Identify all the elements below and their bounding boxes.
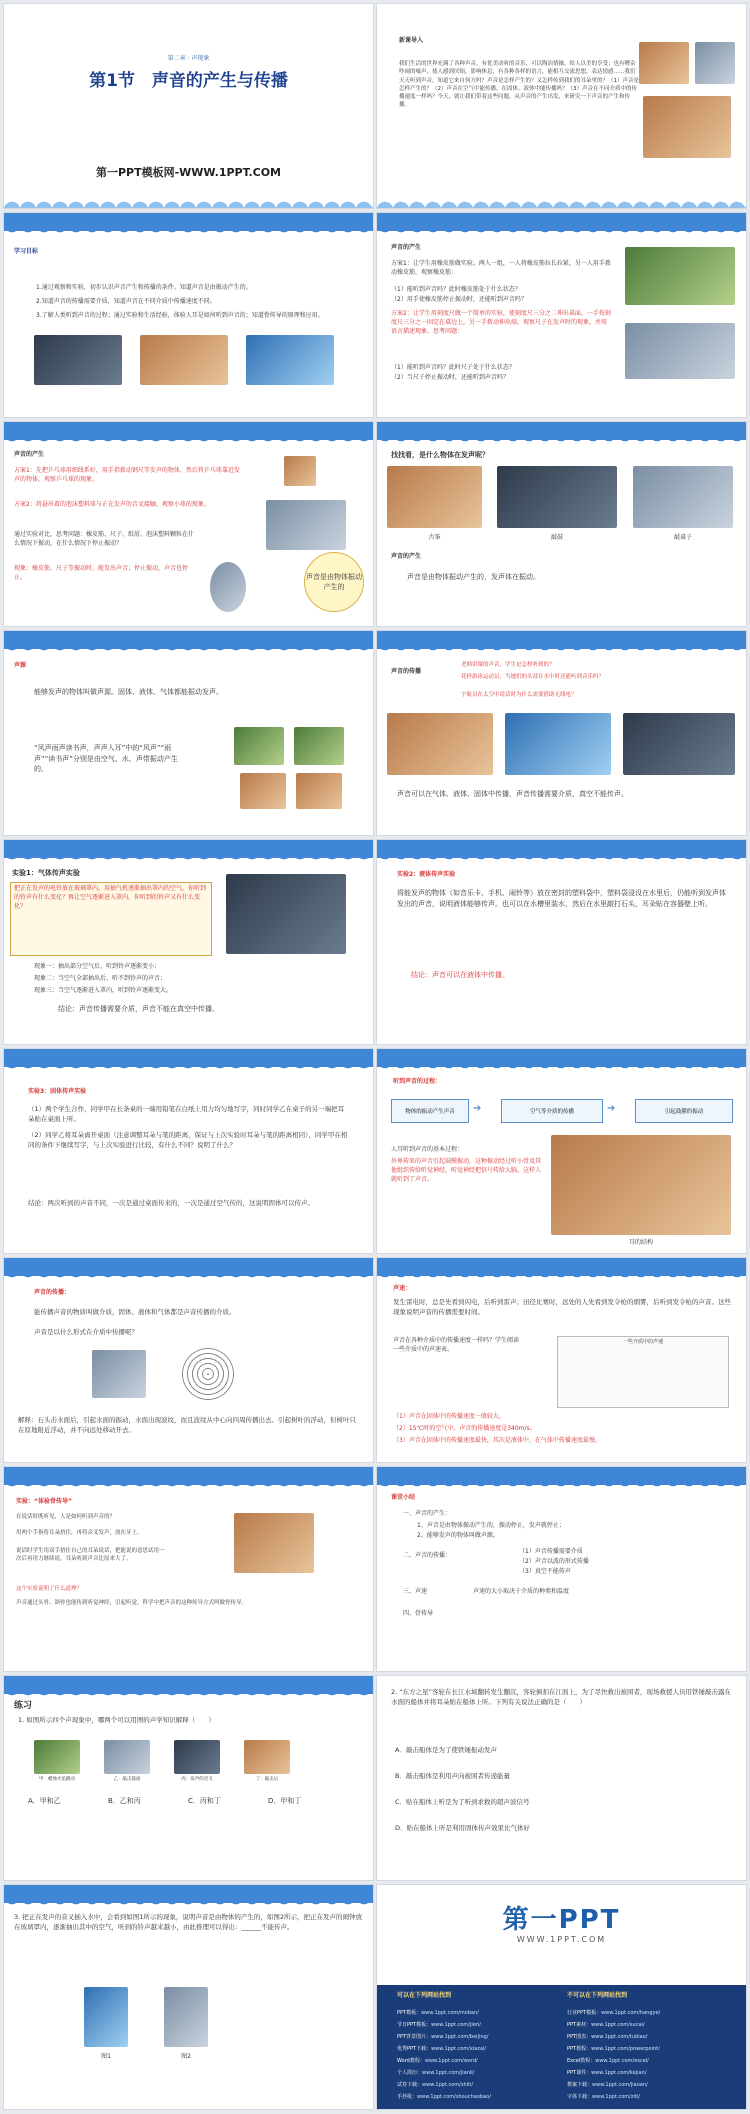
link-label: 行业PPT模板：: [567, 2010, 602, 2016]
summary-item-3: 三、声速: [403, 1588, 428, 1595]
image-label-c: 丙：发声的音叉: [181, 1777, 213, 1782]
tuning-fork-image: [266, 500, 346, 550]
links-caption-left: 可以在下列网站找到: [397, 1992, 452, 1999]
bell-jar-image: [164, 1987, 208, 2047]
header-band: [4, 840, 373, 858]
speed-table-title: 一些介质中的声速: [622, 1339, 663, 1345]
gas-result-1: 现象一：抽出部分空气后，听到铃声逐渐变小；: [34, 963, 161, 970]
plan-1: 方案1：让学生用橡皮筋做实验。两人一组，一人将橡皮筋拉长拉紧，另一人用手拨动橡皮筋，观察橡皮筋：: [391, 260, 611, 276]
plan-2-q3: （1）能听到声音吗？此时尺子处于什么状态？: [391, 364, 515, 371]
bone-question: 在说话时既听见，人是如何听到声音的？: [16, 1514, 116, 1520]
link-row: [567, 2019, 737, 2031]
bee-image: [296, 773, 342, 809]
astronaut-image: [623, 713, 735, 775]
plan-1-q2: （2）用手使橡皮筋停止振动时，还能听到声音吗？: [391, 296, 527, 303]
knock-table-image: [633, 466, 733, 528]
mouse-cartoon: [210, 562, 246, 612]
exercise-2-option-d[interactable]: D．贴在船体上听是利用固体传声效果比气体好: [395, 1824, 531, 1832]
bone-step-2: 说话时学生用双手捂住自己的耳朵说话，把能说的意思试用一次后再用力继续说，耳朵听到声音比原来大了。: [16, 1548, 165, 1563]
solid-conclusion: 结论：两次听到的声音不同，一次是通过桌面传来的，一次是通过空气传的，这说明固体可以传声。: [28, 1199, 314, 1207]
experiment-plan-2: 方案2：将悬吊着的泡沫塑料球与正在发声的音叉接触，观察小球的现象。: [14, 501, 210, 508]
link-url[interactable]: www.1ppt.com/jieri/: [431, 2022, 481, 2028]
label-table: 敲桌子: [673, 534, 692, 541]
link-row: [397, 2019, 557, 2031]
links-right: [567, 2007, 737, 2103]
image-label-a: 甲：蜡烛火焰跳动: [39, 1777, 75, 1782]
brand-logo: 第一PPT: [502, 1905, 621, 1935]
links-left: [397, 2007, 557, 2103]
propagation-q1: 老师讲课的声音，学生是怎样听到的？: [461, 662, 555, 668]
drum-image: [639, 42, 689, 84]
summary-item-2a: （1）声音传播需要介质: [519, 1548, 583, 1555]
header-band: [4, 1676, 373, 1694]
header-band: [4, 213, 373, 231]
conclusion-bubble: 声音是由物体振动产生的: [304, 552, 364, 612]
propagation-heading: 声音的传播: [391, 668, 422, 675]
slide-sound-source: [3, 630, 374, 836]
medium-explain: 解释：石头击水面后，引起水面的振动，水面出现波纹，而且波纹从中心向四周传播出去。引起树叶的浮动，但树叶只在原地附近浮动，并不向远处移动开去。: [18, 1416, 356, 1434]
tuning-fork-image: [174, 1740, 220, 1774]
exercise-2-question: 2. “东方之星”客轮在长江水域翻转发生翻沉，客轮倒扣在江面上，为了尽快救出被困者，现场救援人员用铁锤敲击露在水面的船体并将耳朵贴在船体上听。下列有关说法正确的是（ ）: [391, 1688, 732, 1706]
experiment-heading: 声音的产生: [14, 451, 45, 458]
label-guzheng: 古筝: [428, 534, 441, 541]
experiment-plan-1: 方案1：先把乒乓球用细线系好，用手指拨动钢尺等发声的物体，然后将乒乓球靠近发声的物体，观察乒乓球的现象。: [14, 467, 240, 483]
header-band: [4, 631, 373, 649]
plan-2-q4: （2）当尺子停止振动时，还能听到声音吗？: [391, 374, 509, 381]
slide-bone-conduction: [3, 1466, 374, 1672]
experiment-conclusion: 现象：橡皮筋、尺子等振动时，能发出声音；停止振动，声音也停止。: [14, 565, 189, 581]
link-panel: [377, 1985, 746, 2110]
sound-source-heading: 声源: [14, 662, 27, 669]
link-label: 个人简历：: [397, 2070, 423, 2076]
link-url[interactable]: www.1ppt.com/ziti/: [592, 2094, 640, 2100]
link-url[interactable]: www.1ppt.com/tubiao/: [591, 2034, 648, 2040]
option-d[interactable]: D．甲和丁: [268, 1797, 302, 1805]
link-url[interactable]: www.1ppt.com/sucai/: [591, 2022, 645, 2028]
label-drum: 敲鼓: [550, 534, 563, 541]
cloud-border: [4, 196, 373, 208]
singer-image: [643, 96, 731, 158]
speed-note-3: （3）声音在固体中的传播速度最快，其次是液体中，在气体中传播速度最慢。: [393, 1437, 601, 1444]
propagation-conclusion: 声音可以在气体、液体、固体中传播，声音传播需要介质，真空不能传声。: [397, 790, 628, 798]
flow-step-1: 物体的振动产生声音: [391, 1099, 469, 1123]
guzheng-image: [387, 466, 482, 528]
link-url[interactable]: www.1ppt.com/powerpoint/: [591, 2046, 660, 2052]
link-row: [397, 2079, 557, 2091]
site-label: 第一PPT模板网-WWW.1PPT.COM: [95, 166, 282, 179]
link-url[interactable]: www.1ppt.com/kejian/: [591, 2070, 647, 2076]
medium-question: 声音是以什么形式在介质中传播呢？: [34, 1328, 138, 1336]
link-row: [567, 2007, 737, 2019]
header-band: [377, 840, 746, 858]
link-label: 节日PPT模板：: [397, 2022, 432, 2028]
header-band: [4, 1258, 373, 1276]
header-band: [377, 631, 746, 649]
link-url[interactable]: www.1ppt.com/shouchaobao/: [417, 2094, 491, 2100]
slide-hearing-process: [376, 1048, 747, 1254]
speed-note-1: （1）声音在固体中的传播速度一般较大。: [393, 1413, 505, 1420]
intro-body: 我们生活的世界充满了各种声音。有优美动听的音乐，可以陶冶情操，给人以美的享受；也有嘈杂吵闹的噪声，使人感到厌烦，影响休息；有各种各样的语言，能相互交流思想，表达情感……我们天天听到声音，知道它来自何方吗？声音是怎样产生的？又怎样传到我们的耳朵里的？（1）声音是怎样产生的？（2）声音在空气中能传播，在固体、液体中能传播吗？（3）声音在不同介质中的传播速度一样吗？今天，就让我们带着这些问题，从声音的产生出发，来研究一下声音的产生和传播。: [399, 61, 640, 109]
bone-step-1: 用两个手指将耳朵捂住，再将音叉发声，放在牙上。: [16, 1530, 143, 1536]
header-band: [377, 422, 746, 440]
image-label-b: 乙：敲击鼓面: [113, 1777, 141, 1782]
header-band: [377, 1258, 746, 1276]
tuning-fork-image: [92, 1350, 146, 1398]
header-band: [377, 1467, 746, 1485]
medium-def: 能传播声音的物质叫做介质，固体、液体和气体都是声音传播的介质。: [34, 1308, 236, 1316]
mosquito-image: [240, 773, 286, 809]
slide-ad: [376, 1884, 747, 2110]
liquid-body: 将能发声的物体（如音乐卡、手机、闹铃等）放在密封的塑料袋中，塑料袋浸没在水里后，仍能听到发声体发出的声音，说明液体能够传声。也可以在水槽里装水，然后在水里敲打石头，耳朵贴在容器壁上听。: [397, 889, 726, 908]
teacher-image: [387, 713, 493, 775]
speed-table: [557, 1336, 729, 1408]
link-row: [567, 2043, 737, 2055]
link-url[interactable]: www.1ppt.com/beijing/: [431, 2034, 489, 2040]
link-row: [567, 2067, 737, 2079]
gas-heading: 实验1：气体传声实验: [12, 869, 80, 877]
link-row: [397, 2007, 557, 2019]
slide-medium: [3, 1257, 374, 1463]
link-row: [567, 2031, 737, 2043]
link-label: 优秀PPT下载：: [397, 2046, 432, 2052]
link-label: 手抄报：: [397, 2094, 418, 2100]
link-label: PPT教程：: [567, 2046, 592, 2052]
header-band: [4, 1467, 373, 1485]
production-heading: 声音的产生: [391, 244, 422, 251]
link-row: [397, 2067, 557, 2079]
gas-result-3: 现象三：当空气逐渐进入罩内，听到铃声逐渐变大。: [34, 987, 173, 994]
summary-item-4: 四、骨传导: [403, 1610, 434, 1617]
exercise-2-option-c[interactable]: C．贴在船体上听是为了听到求救的超声波信号: [395, 1798, 530, 1806]
source-heading: 声音的产生: [391, 553, 422, 560]
gas-intro: 把正在发声的电铃放在玻璃罩内，用抽气机逐渐抽出罩内的空气，你听到的铃声有什么变化？再让空气逐渐进入罩内，你听到的铃声又有什么变化？: [14, 885, 207, 910]
summary-item-3a: 声速的大小取决于介质的种类和温度: [473, 1588, 570, 1595]
summary-item-1a: 1、声音是由物体振动产生的，振动停止，发声就停止；: [417, 1522, 565, 1529]
slide-solid-experiment: [3, 1048, 374, 1254]
link-row: [397, 2091, 557, 2103]
rubber-band-image: [625, 247, 735, 305]
brand-area: [377, 1885, 746, 1985]
bone-explain: 声音通过头骨、颌骨也能传到听觉神经，引起听觉。科学中把声音的这种传导方式叫做骨传导。: [16, 1600, 248, 1606]
link-url[interactable]: www.1ppt.com/moban/: [421, 2010, 479, 2016]
link-row: [567, 2055, 737, 2067]
brand-url: WWW.1PPT.COM: [516, 1935, 607, 1944]
speed-question: 声音在各种介质中的传播速度一样吗？学生阅读一些介质中的声速表。: [393, 1337, 520, 1353]
slide-intro: [376, 3, 747, 209]
motorcycle-image: [246, 335, 334, 385]
option-a[interactable]: A．甲和乙: [28, 1797, 61, 1805]
exercise-2-option-b[interactable]: B．敲击船体是利用声向被困者传递能量: [395, 1772, 510, 1780]
link-label: PPT背景图片：: [397, 2034, 432, 2040]
speed-heading: 声速：: [393, 1285, 412, 1292]
summary-item-1b: 2、能够发声的物体叫做声源。: [417, 1532, 499, 1539]
fork-in-water-image: [84, 1987, 128, 2047]
summary-item-1: 一、声音的产生：: [403, 1510, 452, 1517]
exercise-question: 1. 如图所示四个声现象中，哪两个可以用图的声学知识解释（ ）: [18, 1716, 215, 1724]
link-row: [567, 2079, 737, 2091]
propagation-q3: 宇航员在太空中说话时为什么需要借助无线电？: [461, 692, 577, 698]
header-band: [377, 213, 746, 231]
header-band: [377, 1049, 746, 1067]
speed-note-2: （2）15℃时的空气中，声音的传播速度是340m/s。: [393, 1425, 536, 1432]
link-label: 教案下载：: [567, 2082, 593, 2088]
objective-1: 1.通过观察和实验，初步认识声音产生和传播的条件。知道声音是由振动产生的。: [36, 284, 252, 291]
medium-heading: 声音的传播：: [34, 1289, 71, 1296]
hearing-heading: 听到声音的过程：: [393, 1078, 442, 1085]
slide-find-source: [376, 421, 747, 627]
music-image: [695, 42, 735, 84]
ear-label: 耳的结构: [628, 1239, 653, 1246]
exercise-heading: 练习: [14, 1701, 33, 1711]
link-row: [397, 2043, 557, 2055]
cloud-border: [377, 196, 746, 208]
slide-propagation: [376, 630, 747, 836]
bone-heading: 实验：“体验骨传导”: [16, 1498, 72, 1505]
propagation-q2: 花样游泳运动员，当她们的头部在水中时还能听到音乐吗？: [461, 674, 605, 680]
link-url[interactable]: www.1ppt.com/shiti/: [422, 2082, 474, 2088]
drum-playing-image: [497, 466, 617, 528]
flow-arrow-icon: ➔: [607, 1103, 616, 1114]
link-label: PPT图表：: [567, 2034, 592, 2040]
link-label: PPT模板：: [397, 2010, 422, 2016]
slide-exercise-2: [376, 1675, 747, 1881]
solid-step-1: （1）两个学生合作，同学甲在长条桌的一端用铅笔在白纸上用力均匀地写字，同时同学乙在桌子的另一端把耳朵贴在桌面上听。: [28, 1105, 345, 1123]
slide-experiment: [3, 421, 374, 627]
liquid-conclusion: 结论：声音可以在液体中传播。: [411, 971, 509, 979]
link-row: [397, 2055, 557, 2067]
objectives-heading: 学习目标: [14, 248, 39, 255]
image-label-d: 丁：敲击后: [255, 1777, 279, 1782]
flow-step-2: 空气等介质的传播: [501, 1099, 603, 1123]
slide-exercise-3: [3, 1884, 374, 2110]
hearing-detail: 外界传来的声音引起鼓膜振动，这种振动经过听小骨及其他组织传给听觉神经，听觉神经把信号传给大脑，这样人就听到了声音。: [391, 1158, 542, 1183]
summary-item-2: 二、声音的传播：: [403, 1552, 452, 1559]
header-band: [4, 422, 373, 440]
hand-image: [244, 1740, 290, 1774]
link-label: PPT素材：: [567, 2022, 592, 2028]
objective-3: 3.了解人类听到声音的过程；通过实验和生活经验，体验人耳是如何听到声音的；知道骨传导的原理和应用。: [36, 312, 324, 319]
intro-heading: 新课导入: [399, 37, 424, 44]
figure-1-label: 图1: [101, 2053, 111, 2060]
option-c[interactable]: C．丙和丁: [188, 1797, 221, 1805]
link-row: [397, 2031, 557, 2043]
slide-objectives: [3, 212, 374, 418]
figure-2-label: 图2: [181, 2053, 191, 2060]
solid-heading: 实验3：固体传声实验: [28, 1088, 87, 1095]
source-conclusion: 声音是由物体振动产生的，发声体在振动。: [407, 573, 540, 581]
experiment-question: 通过实验对比，思考问题：橡皮筋、尺子、纸屑、泡沫塑料颗粒在什么情况下振动，在什么情况下停止振动？: [14, 531, 195, 547]
slide-gas-experiment: [3, 839, 374, 1045]
solid-step-2: （2）同学乙将耳朵离开桌面（注意调整耳朵与笔的距离，保证与上次实验时耳朵与笔的距离相同），同学甲在相同的条件下继续写字，与上次实验进行比较，有什么不同？说明了什么？: [28, 1131, 348, 1149]
slide-sound-production: [376, 212, 747, 418]
frog-image: [234, 727, 284, 765]
header-band: [4, 1049, 373, 1067]
exercise-3-question: 3. 把正在发声的音叉插入水中，会看到如图1所示的现象，说明声音是由物体的产生的，如图2所示，把正在发声的闹钟放在玻璃罩内，逐渐抽出其中的空气，听到的铃声越来越小，由此推理可以得出：______不能传声。: [14, 1913, 363, 1931]
link-url[interactable]: www.1ppt.com/xiazai/: [431, 2046, 487, 2052]
link-label: 字体下载：: [567, 2094, 593, 2100]
link-url[interactable]: www.1ppt.com/word/: [424, 2058, 478, 2064]
bone-tip: 这个实验说明了什么道理？: [16, 1586, 83, 1592]
link-label: PPT课件：: [567, 2070, 592, 2076]
sparks-image: [140, 335, 228, 385]
sound-source-example: “风声雨声读书声，声声入耳”中的“风声”“雨声”“读书声”分别是由空气、水、声带振动产生的。: [34, 744, 178, 773]
summary-item-2b: （2）声音以波的形式传播: [519, 1558, 589, 1565]
bone-conduction-image: [234, 1513, 314, 1573]
speed-intro: 发生雷电时，总是先看到闪电，后听到雷声；田径比赛时，远处的人先看到发令枪的烟雾，后听到发令枪的声音。这些现象说明声音的传播需要时间。: [393, 1298, 731, 1316]
link-label: 试卷下载：: [397, 2082, 423, 2088]
slide-speed: [376, 1257, 747, 1463]
slide-title: [3, 3, 374, 209]
link-url[interactable]: www.1ppt.com/hangye/: [601, 2010, 661, 2016]
sound-source-def: 能够发声的物体叫做声源。固体、液体、气体都能振动发声。: [34, 688, 223, 696]
summary-item-2c: （3）真空不能传声: [519, 1568, 571, 1575]
ruler-image: [625, 323, 735, 379]
slide-exercise-1: [3, 1675, 374, 1881]
header-band: [4, 1885, 373, 1903]
ripple-icon: [182, 1348, 234, 1400]
gas-result-2: 现象二：当空气全部抽出后，听不到铃声的声音；: [34, 975, 167, 982]
slide-summary: [376, 1466, 747, 1672]
slide-title-text: 第1节 声音的产生与传播: [89, 71, 288, 91]
summary-heading: 课堂小结: [391, 1494, 416, 1501]
link-row: [567, 2091, 737, 2103]
link-url[interactable]: www.1ppt.com/jiaoan/: [592, 2082, 648, 2088]
plan-1-q1: （1）能听到声音吗？此时橡皮筋处于什么状态？: [391, 286, 521, 293]
liquid-heading: 实验2：液体传声实验: [397, 871, 456, 878]
drum-image: [284, 456, 316, 486]
ear-structure-image: [551, 1135, 731, 1235]
objective-2: 2.知道声音的传播需要介质，知道声音在不同介质中传播速度不同。: [36, 298, 216, 305]
flow-step-3: 引起鼓膜的振动: [635, 1099, 733, 1123]
chapter-label: 第二章 · 声现象: [167, 55, 210, 62]
link-url[interactable]: www.1ppt.com/excel/: [595, 2058, 649, 2064]
find-question: 找找看，是什么物体在发声呢？: [391, 451, 489, 459]
slide-liquid-experiment: [376, 839, 747, 1045]
waves-image: [34, 335, 122, 385]
vacuum-bell-image: [226, 874, 346, 954]
drum-image: [104, 1740, 150, 1774]
cicada-image: [294, 727, 344, 765]
link-label: Excel教程：: [567, 2058, 596, 2064]
candle-image: [34, 1740, 80, 1774]
links-caption-right: 不可以在下列网站找到: [567, 1992, 628, 1999]
plan-2: 方案2：让学生用刻度尺做一个简单的实验，使刻度尺三分之二伸出桌面，一手按刻度尺三分之一固定在桌边上，另一手拨动伸出端，观察尺子在发声时的现象，并用语言描述现象。思考问题：: [391, 310, 611, 335]
option-b[interactable]: B．乙和丙: [108, 1797, 141, 1805]
exercise-2-option-a[interactable]: A．敲击船体是为了使铁锤振动发声: [395, 1746, 497, 1754]
swimming-image: [505, 713, 611, 775]
gas-conclusion: 结论：声音传播需要介质，声音不能在真空中传播。: [58, 1005, 219, 1013]
flow-arrow-icon: ➔: [473, 1103, 482, 1114]
link-label: Word教程：: [397, 2058, 425, 2064]
hearing-intro: 人耳听到声音的基本过程：: [391, 1146, 464, 1153]
link-url[interactable]: www.1ppt.com/jianli/: [422, 2070, 475, 2076]
